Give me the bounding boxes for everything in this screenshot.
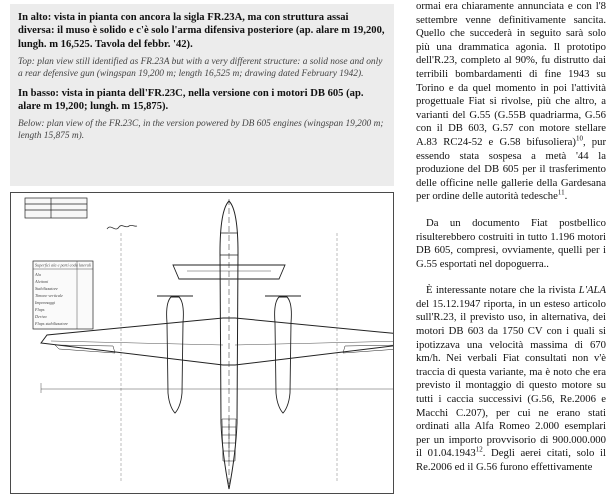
left-engine-nacelle (167, 297, 184, 413)
legend-row: Impennaggi (35, 300, 56, 305)
caption-top-italian: In alto: vista in pianta con ancora la sigla FR.23A, ma con struttura assai diversa: il muso è solido e c'è solo l'arma difensiva posteriore (ap. alare m 19,200, lungh. m 16,525. Tavola del febbr. '42). (18, 12, 385, 50)
right-engine-nacelle (275, 297, 292, 413)
legend-row: Flaps stabilizzatore (35, 321, 68, 326)
caption-bottom-english: Below: plan view of the FR.23C, in the version powered by DB 605 engines (wingspan 19,200 m; length 15,875 m). (18, 119, 384, 142)
technical-drawing (10, 192, 394, 494)
legend-row: Alettoni (35, 279, 49, 284)
caption-bottom-italian: In basso: vista in pianta dell'FR.23C, nella versione con i motori DB 605 (ap. alare m 19,200; lungh. m 15,875). (18, 87, 364, 113)
aircraft-plan-view (11, 193, 394, 494)
paragraph-1: ormai era chiaramente annunciata e con l'8 settembre venne definitivamente sancita. Quello che succederà in seguito sarà solo più una drammatica agonia. Il prototipo dell'R.23, completo al 90%, fu distrutto dai terribili bombardamenti di fine 1943 su Torino e da quel momento in poi l'attività progettuale Fiat si rivolse, più che altro, a varianti del G.55 (G.55B quadriarma, G.56 con il DB 603, G.57 con motore stellare A.83 RC24-52 e G.58 bifusoliera)$^{10}$, pur essendo stata sospesa a metà '44 la produzione del DB 605 per il trasferimento delle officine nelle gallerie della Gardesana per ordine delle autorità tedesche$^{11}$. (416, 0, 606, 203)
signature-mark (107, 225, 137, 229)
caption-top-english: Top: plan view still identified as FR.23A but with a very different structure: a solid nose and only a rear defensive gun (wingspan 19,200 m; length 16,525 m; drawing dated February 1942). (18, 56, 383, 79)
legend-row: Superfici ala e parti coda laterali (35, 262, 92, 268)
paragraph-3: È interessante notare che la rivista L'ALA del 15.12.1947 riporta, in un esteso articolo sull'R.23, il previsto uso, in alternativa, dei motori DB 603 da 1750 CV con i quali si ipotizzava una velocità massima di 670 km/h. Nei verbali Fiat consultati non v'è traccia di questa variante, ma è noto che era previsto il montaggio di questo motore su tutti i caccia successivi (G.56, Re.2006 e Macchi C.207), per cui ne erano stati ordinati alla Alfa Romeo 2.000 esemplari per un importo provvisorio di 900.000.000 il 01.04.1943$^{12}$. Degli aerei citati, solo il Re.2006 ed il G.56 furono effettivamente (416, 284, 606, 473)
title-block (25, 198, 87, 218)
legend-row: Ala (35, 272, 41, 277)
legend-row: Flaps (35, 307, 45, 312)
legend-row: Stabilizzatore (35, 286, 58, 291)
paragraph-2: Da un documento Fiat postbellico risulterebbero costruiti in tutto 1.196 motori DB 605, compresi, ovviamente, quelli per i G.55 esportati nel dopoguerra.. (416, 216, 606, 270)
article-column (416, 0, 606, 488)
caption-box (10, 4, 394, 186)
main-wing (41, 318, 394, 365)
legend-row: Timone verticale (35, 293, 64, 298)
legend-row: Deriva (35, 314, 47, 319)
